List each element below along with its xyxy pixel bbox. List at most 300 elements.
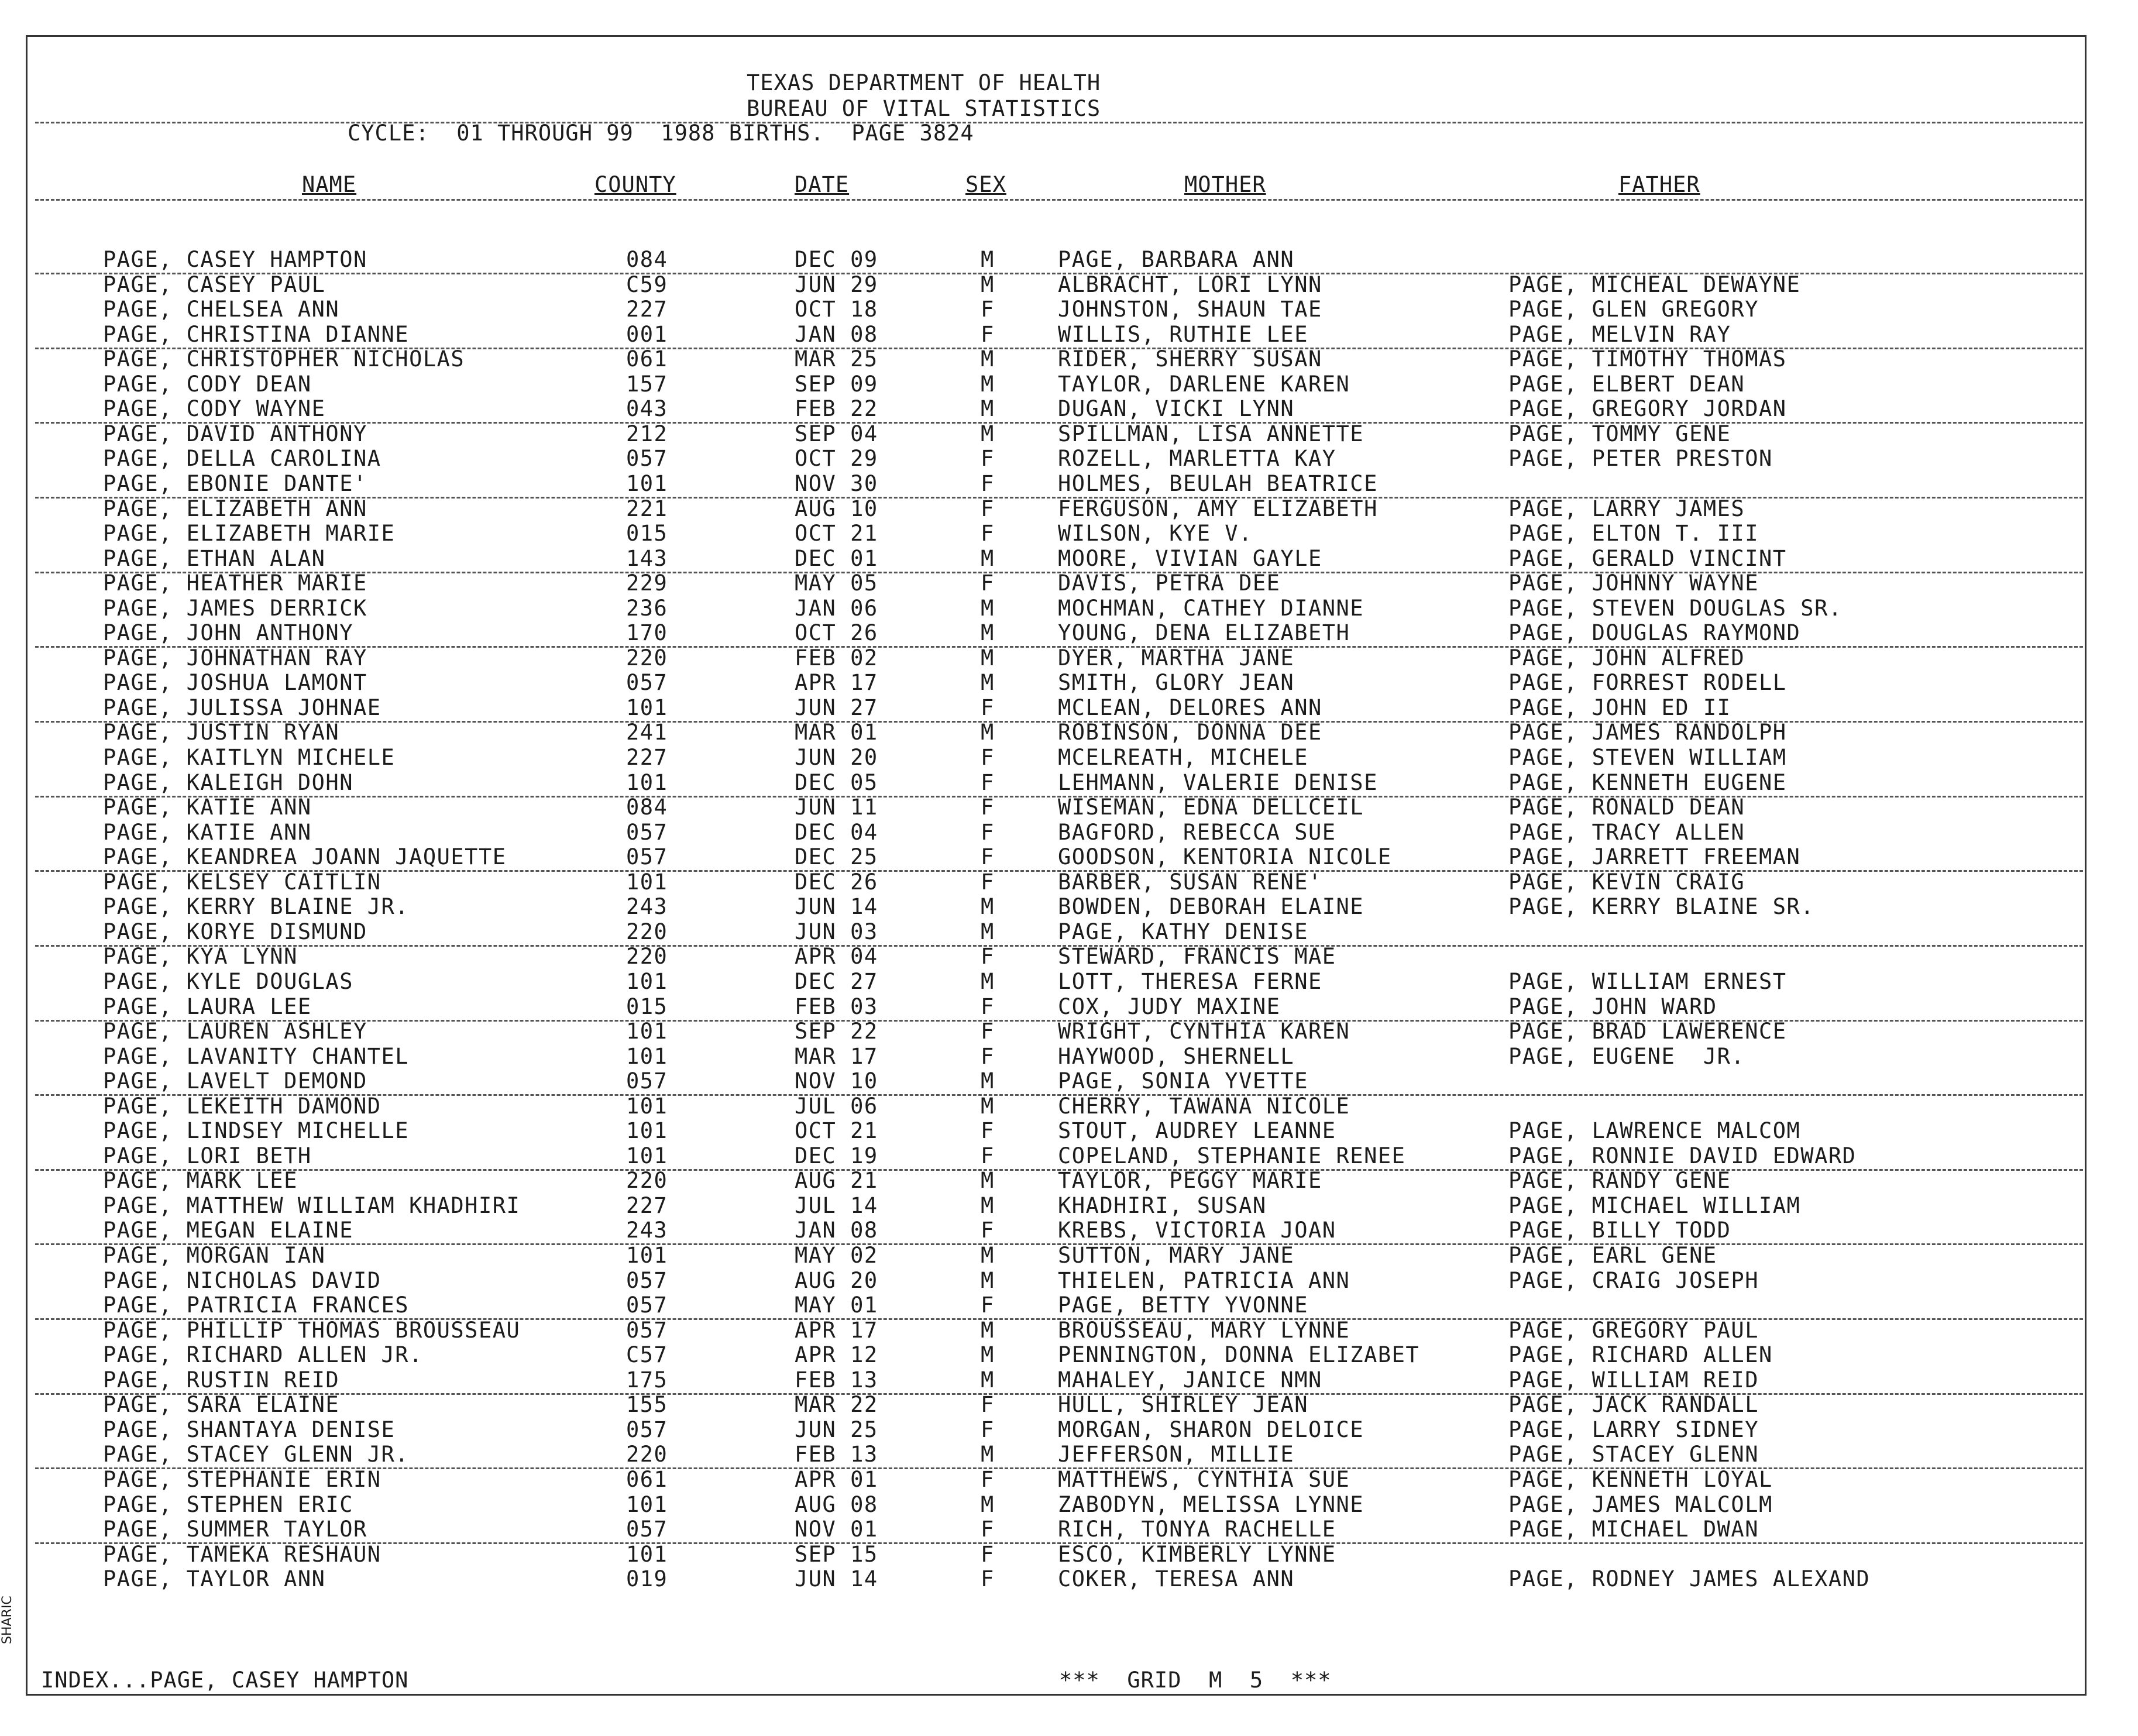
cell-name: PAGE, KYA LYNN — [103, 944, 298, 970]
cell-name: PAGE, LAVANITY CHANTEL — [103, 1043, 410, 1069]
cell-county: 061 — [626, 346, 668, 372]
cell-sex: F — [981, 570, 995, 596]
cell-date: JUN 25 — [795, 1417, 878, 1442]
cell-county: 101 — [626, 1143, 668, 1168]
cell-mother: COKER, TERESA ANN — [1058, 1566, 1295, 1592]
table-row — [0, 298, 2138, 322]
cell-sex: M — [981, 1243, 995, 1268]
cell-date: APR 17 — [795, 670, 878, 696]
cell-name: PAGE, MARK LEE — [103, 1168, 298, 1194]
cell-sex: M — [981, 620, 995, 646]
cell-county: 241 — [626, 720, 668, 745]
cell-county: 084 — [626, 795, 668, 820]
cell-mother: ESCO, KIMBERLY LYNNE — [1058, 1541, 1336, 1567]
cell-father: PAGE, RICHARD ALLEN — [1508, 1342, 1773, 1368]
cell-mother: MATTHEWS, CYNTHIA SUE — [1058, 1466, 1350, 1492]
cell-mother: DUGAN, VICKI LYNN — [1058, 396, 1295, 422]
cell-date: APR 01 — [795, 1466, 878, 1492]
cell-sex: M — [981, 346, 995, 372]
cell-county: 157 — [626, 371, 668, 397]
table-row — [0, 422, 2138, 447]
cell-sex: M — [981, 720, 995, 745]
cell-sex: M — [981, 1367, 995, 1393]
cell-date: JAN 08 — [795, 1218, 878, 1243]
cell-sex: F — [981, 944, 995, 970]
cell-sex: M — [981, 247, 995, 272]
cell-county: 227 — [626, 1192, 668, 1218]
cell-date: JUN 14 — [795, 1566, 878, 1592]
cell-county: 057 — [626, 670, 668, 696]
cell-date: AUG 21 — [795, 1168, 878, 1194]
cell-name: PAGE, KEANDREA JOANN JAQUETTE — [103, 844, 507, 870]
table-row — [0, 1119, 2138, 1144]
table-row — [0, 871, 2138, 895]
cell-mother: JEFFERSON, MILLIE — [1058, 1442, 1295, 1467]
header-agency: TEXAS DEPARTMENT OF HEALTH — [747, 70, 1101, 95]
cell-mother: SMITH, GLORY JEAN — [1058, 670, 1295, 696]
table-row — [0, 1567, 2138, 1592]
cell-name: PAGE, LEKEITH DAMOND — [103, 1093, 381, 1119]
cell-father: PAGE, KEVIN CRAIG — [1508, 869, 1745, 895]
cell-date: APR 12 — [795, 1342, 878, 1368]
table-row — [0, 621, 2138, 646]
cell-mother: CHERRY, TAWANA NICOLE — [1058, 1093, 1350, 1119]
cell-father: PAGE, STACEY GLENN — [1508, 1442, 1759, 1467]
cell-mother: MAHALEY, JANICE NMN — [1058, 1367, 1322, 1393]
cell-mother: LEHMANN, VALERIE DENISE — [1058, 769, 1378, 795]
table-row — [0, 796, 2138, 820]
cell-name: PAGE, LORI BETH — [103, 1143, 312, 1168]
table-row — [0, 1194, 2138, 1219]
cell-sex: M — [981, 670, 995, 696]
cell-mother: THIELEN, PATRICIA ANN — [1058, 1267, 1350, 1293]
cell-name: PAGE, CASEY HAMPTON — [103, 247, 367, 272]
cell-mother: HOLMES, BEULAH BEATRICE — [1058, 470, 1378, 496]
cell-father: PAGE, EUGENE JR. — [1508, 1043, 1745, 1069]
cell-father: PAGE, LARRY JAMES — [1508, 496, 1745, 521]
cell-date: OCT 21 — [795, 1118, 878, 1144]
cell-sex: F — [981, 1392, 995, 1418]
cell-mother: FERGUSON, AMY ELIZABETH — [1058, 496, 1378, 521]
cell-father: PAGE, EARL GENE — [1508, 1243, 1717, 1268]
cell-name: PAGE, NICHOLAS DAVID — [103, 1267, 381, 1293]
cell-name: PAGE, CHELSEA ANN — [103, 297, 340, 322]
cell-county: 101 — [626, 1019, 668, 1044]
cell-father: PAGE, LARRY SIDNEY — [1508, 1417, 1759, 1442]
cell-father: PAGE, TOMMY GENE — [1508, 421, 1731, 446]
cell-date: MAY 02 — [795, 1243, 878, 1268]
cell-date: MAR 01 — [795, 720, 878, 745]
table-row — [0, 1543, 2138, 1567]
cell-sex: F — [981, 1218, 995, 1243]
cell-sex: F — [981, 1541, 995, 1567]
cell-mother: GOODSON, KENTORIA NICOLE — [1058, 844, 1392, 870]
cell-father: PAGE, TRACY ALLEN — [1508, 819, 1745, 845]
cell-mother: MORGAN, SHARON DELOICE — [1058, 1417, 1364, 1442]
cell-sex: M — [981, 919, 995, 944]
cell-mother: MCELREATH, MICHELE — [1058, 745, 1308, 770]
cell-date: JUN 20 — [795, 745, 878, 770]
cell-sex: F — [981, 1466, 995, 1492]
cell-county: 212 — [626, 421, 668, 446]
cell-mother: RIDER, SHERRY SUSAN — [1058, 346, 1322, 372]
cell-county: 101 — [626, 869, 668, 895]
cell-mother: STOUT, AUDREY LEANNE — [1058, 1118, 1336, 1144]
cell-date: FEB 03 — [795, 994, 878, 1019]
cell-name: PAGE, CASEY PAUL — [103, 271, 326, 297]
cell-father: PAGE, KENNETH LOYAL — [1508, 1466, 1773, 1492]
cell-name: PAGE, SHANTAYA DENISE — [103, 1417, 396, 1442]
cell-mother: KHADHIRI, SUSAN — [1058, 1192, 1267, 1218]
column-header-father: FATHER — [1618, 172, 1700, 197]
cell-county: 101 — [626, 1541, 668, 1567]
column-header-mother: MOTHER — [1184, 172, 1266, 197]
cell-sex: M — [981, 1093, 995, 1119]
cell-county: 220 — [626, 1168, 668, 1194]
cell-name: PAGE, TAMEKA RESHAUN — [103, 1541, 381, 1567]
table-row — [0, 522, 2138, 546]
cell-father: PAGE, JOHN WARD — [1508, 994, 1717, 1019]
table-row — [0, 497, 2138, 522]
cell-sex: M — [981, 645, 995, 671]
cell-sex: M — [981, 968, 995, 994]
cell-father: PAGE, CRAIG JOSEPH — [1508, 1267, 1759, 1293]
cell-name: PAGE, RUSTIN REID — [103, 1367, 340, 1393]
cell-father: PAGE, JOHN ALFRED — [1508, 645, 1745, 671]
table-row — [0, 945, 2138, 970]
cell-sex: F — [981, 470, 995, 496]
cell-father: PAGE, JAMES MALCOLM — [1508, 1491, 1773, 1517]
cell-father: PAGE, RANDY GENE — [1508, 1168, 1731, 1194]
cell-father: PAGE, GREGORY PAUL — [1508, 1317, 1759, 1343]
cell-date: NOV 01 — [795, 1517, 878, 1542]
cell-sex: F — [981, 1566, 995, 1592]
cell-father: PAGE, JACK RANDALL — [1508, 1392, 1759, 1418]
table-row — [0, 1443, 2138, 1467]
table-row — [0, 397, 2138, 422]
cell-date: FEB 22 — [795, 396, 878, 422]
cell-father: PAGE, LAWRENCE MALCOM — [1508, 1118, 1801, 1144]
cell-father: PAGE, ELBERT DEAN — [1508, 371, 1745, 397]
cell-date: MAR 22 — [795, 1392, 878, 1418]
cell-date: MAY 01 — [795, 1292, 878, 1318]
cell-date: DEC 19 — [795, 1143, 878, 1168]
cell-date: JUL 14 — [795, 1192, 878, 1218]
cell-sex: F — [981, 994, 995, 1019]
cell-date: SEP 15 — [795, 1541, 878, 1567]
cell-name: PAGE, STEPHANIE ERIN — [103, 1466, 381, 1492]
table-row — [0, 771, 2138, 796]
cell-county: 057 — [626, 446, 668, 472]
cell-father: PAGE, STEVEN WILLIAM — [1508, 745, 1787, 770]
cell-father: PAGE, KENNETH EUGENE — [1508, 769, 1787, 795]
cell-sex: F — [981, 321, 995, 347]
table-row — [0, 647, 2138, 671]
table-row — [0, 1095, 2138, 1119]
cell-name: PAGE, JOSHUA LAMONT — [103, 670, 367, 696]
table-row — [0, 373, 2138, 397]
cell-mother: TAYLOR, DARLENE KAREN — [1058, 371, 1350, 397]
cell-sex: F — [981, 521, 995, 546]
cell-county: 220 — [626, 645, 668, 671]
cell-father: PAGE, TIMOTHY THOMAS — [1508, 346, 1787, 372]
cell-sex: M — [981, 1442, 995, 1467]
cell-mother: ZABODYN, MELISSA LYNNE — [1058, 1491, 1364, 1517]
cell-name: PAGE, ELIZABETH ANN — [103, 496, 367, 521]
cell-sex: M — [981, 1342, 995, 1368]
cell-county: 243 — [626, 894, 668, 920]
table-row — [0, 995, 2138, 1020]
cell-father: PAGE, RONNIE DAVID EDWARD — [1508, 1143, 1857, 1168]
cell-date: JUN 03 — [795, 919, 878, 944]
cell-name: PAGE, KATIE ANN — [103, 819, 312, 845]
cell-sex: F — [981, 1019, 995, 1044]
cell-sex: F — [981, 819, 995, 845]
footer-index: INDEX...PAGE, CASEY HAMPTON — [41, 1668, 409, 1693]
cell-county: 057 — [626, 844, 668, 870]
cell-mother: ALBRACHT, LORI LYNN — [1058, 271, 1322, 297]
cell-name: PAGE, MATTHEW WILLIAM KHADHIRI — [103, 1192, 521, 1218]
table-row — [0, 1169, 2138, 1194]
cell-father: PAGE, MICHEAL DEWAYNE — [1508, 271, 1801, 297]
cell-mother: WISEMAN, EDNA DELLCEIL — [1058, 795, 1364, 820]
cell-county: 015 — [626, 521, 668, 546]
cell-county: 057 — [626, 1267, 668, 1293]
cell-name: PAGE, PHILLIP THOMAS BROUSSEAU — [103, 1317, 521, 1343]
cell-father: PAGE, GLEN GREGORY — [1508, 297, 1759, 322]
cell-name: PAGE, SUMMER TAYLOR — [103, 1517, 367, 1542]
cell-mother: PAGE, SONIA YVETTE — [1058, 1068, 1308, 1094]
table-row — [0, 1144, 2138, 1169]
cell-county: 227 — [626, 745, 668, 770]
cell-father: PAGE, FORREST RODELL — [1508, 670, 1787, 696]
cell-sex: F — [981, 446, 995, 472]
cell-date: FEB 13 — [795, 1442, 878, 1467]
cell-father: PAGE, ELTON T. III — [1508, 521, 1759, 546]
cell-sex: F — [981, 769, 995, 795]
cell-name: PAGE, ELIZABETH MARIE — [103, 521, 396, 546]
table-row — [0, 970, 2138, 995]
cell-sex: M — [981, 271, 995, 297]
cell-sex: F — [981, 1292, 995, 1318]
cell-date: DEC 25 — [795, 844, 878, 870]
cell-date: DEC 09 — [795, 247, 878, 272]
side-mark: SHARIC — [0, 1596, 15, 1644]
cell-mother: YOUNG, DENA ELIZABETH — [1058, 620, 1350, 646]
cell-date: APR 04 — [795, 944, 878, 970]
cell-name: PAGE, JOHNATHAN RAY — [103, 645, 367, 671]
cell-father: PAGE, MICHAEL DWAN — [1508, 1517, 1759, 1542]
cell-county: 015 — [626, 994, 668, 1019]
cell-date: SEP 09 — [795, 371, 878, 397]
table-row — [0, 1269, 2138, 1294]
table-row — [0, 895, 2138, 920]
cell-name: PAGE, DELLA CAROLINA — [103, 446, 381, 472]
table-row — [0, 1468, 2138, 1493]
cell-mother: LOTT, THERESA FERNE — [1058, 968, 1322, 994]
table-row — [0, 1294, 2138, 1318]
cell-mother: KREBS, VICTORIA JOAN — [1058, 1218, 1336, 1243]
column-header-sex: SEX — [965, 172, 1006, 197]
cell-mother: BOWDEN, DEBORAH ELAINE — [1058, 894, 1364, 920]
cell-mother: PAGE, KATHY DENISE — [1058, 919, 1308, 944]
cell-sex: M — [981, 1168, 995, 1194]
cell-father: PAGE, KERRY BLAINE SR. — [1508, 894, 1815, 920]
cell-county: 101 — [626, 1491, 668, 1517]
table-row — [0, 1219, 2138, 1243]
cell-date: JAN 08 — [795, 321, 878, 347]
cell-mother: HAYWOOD, SHERNELL — [1058, 1043, 1295, 1069]
cell-county: 236 — [626, 595, 668, 621]
cell-mother: ROZELL, MARLETTA KAY — [1058, 446, 1336, 472]
cell-date: NOV 30 — [795, 470, 878, 496]
cell-county: 101 — [626, 470, 668, 496]
cell-date: SEP 04 — [795, 421, 878, 446]
cell-mother: SUTTON, MARY JANE — [1058, 1243, 1295, 1268]
cell-county: 084 — [626, 247, 668, 272]
cell-mother: TAYLOR, PEGGY MARIE — [1058, 1168, 1322, 1194]
table-row — [0, 1020, 2138, 1044]
cell-date: DEC 26 — [795, 869, 878, 895]
table-row — [0, 1319, 2138, 1343]
cell-sex: F — [981, 844, 995, 870]
cell-county: 057 — [626, 819, 668, 845]
table-row — [0, 1518, 2138, 1542]
cell-sex: M — [981, 371, 995, 397]
cell-sex: F — [981, 496, 995, 521]
cell-date: MAR 17 — [795, 1043, 878, 1069]
cell-sex: M — [981, 1317, 995, 1343]
cell-county: 101 — [626, 695, 668, 720]
cell-date: JUL 06 — [795, 1093, 878, 1119]
cell-mother: WILSON, KYE V. — [1058, 521, 1253, 546]
cell-county: 057 — [626, 1517, 668, 1542]
cell-name: PAGE, KATIE ANN — [103, 795, 312, 820]
footer-grid: *** GRID M 5 *** — [1059, 1668, 1332, 1693]
cell-mother: WRIGHT, CYNTHIA KAREN — [1058, 1019, 1350, 1044]
cell-name: PAGE, SARA ELAINE — [103, 1392, 340, 1418]
cell-mother: PAGE, BARBARA ANN — [1058, 247, 1295, 272]
cell-mother: COPELAND, STEPHANIE RENEE — [1058, 1143, 1406, 1168]
cell-mother: ROBINSON, DONNA DEE — [1058, 720, 1322, 745]
cell-date: APR 17 — [795, 1317, 878, 1343]
cell-sex: F — [981, 745, 995, 770]
cell-mother: JOHNSTON, SHAUN TAE — [1058, 297, 1322, 322]
cell-father: PAGE, JOHNNY WAYNE — [1508, 570, 1759, 596]
cell-name: PAGE, MORGAN IAN — [103, 1243, 326, 1268]
cell-name: PAGE, JUSTIN RYAN — [103, 720, 340, 745]
cell-mother: WILLIS, RUTHIE LEE — [1058, 321, 1308, 347]
cell-date: AUG 10 — [795, 496, 878, 521]
table-row — [0, 323, 2138, 348]
table-row — [0, 348, 2138, 372]
table-row — [0, 1393, 2138, 1418]
cell-county: 170 — [626, 620, 668, 646]
table-row — [0, 273, 2138, 298]
cell-name: PAGE, CODY WAYNE — [103, 396, 326, 422]
cell-county: 101 — [626, 1243, 668, 1268]
cell-county: 019 — [626, 1566, 668, 1592]
cell-mother: PAGE, BETTY YVONNE — [1058, 1292, 1308, 1318]
cell-county: 243 — [626, 1218, 668, 1243]
cell-name: PAGE, ETHAN ALAN — [103, 545, 326, 571]
cell-father: PAGE, GREGORY JORDAN — [1508, 396, 1787, 422]
cell-name: PAGE, LINDSEY MICHELLE — [103, 1118, 410, 1144]
cell-father: PAGE, MICHAEL WILLIAM — [1508, 1192, 1801, 1218]
cell-mother: BROUSSEAU, MARY LYNNE — [1058, 1317, 1350, 1343]
cell-mother: STEWARD, FRANCIS MAE — [1058, 944, 1336, 970]
column-header-county: COUNTY — [594, 172, 676, 197]
cell-name: PAGE, STACEY GLENN JR. — [103, 1442, 410, 1467]
cell-date: FEB 13 — [795, 1367, 878, 1393]
cell-date: DEC 01 — [795, 545, 878, 571]
cell-county: 057 — [626, 1417, 668, 1442]
cell-county: 220 — [626, 1442, 668, 1467]
cell-sex: F — [981, 869, 995, 895]
cell-county: 220 — [626, 919, 668, 944]
cell-date: SEP 22 — [795, 1019, 878, 1044]
cell-sex: M — [981, 595, 995, 621]
cell-father: PAGE, JOHN ED II — [1508, 695, 1731, 720]
table-row — [0, 821, 2138, 845]
cell-father: PAGE, PETER PRESTON — [1508, 446, 1773, 472]
cell-date: DEC 04 — [795, 819, 878, 845]
cell-sex: F — [981, 1517, 995, 1542]
cell-father: PAGE, STEVEN DOUGLAS SR. — [1508, 595, 1843, 621]
table-row — [0, 920, 2138, 945]
cell-mother: BAGFORD, REBECCA SUE — [1058, 819, 1336, 845]
table-row — [0, 447, 2138, 472]
cell-date: FEB 02 — [795, 645, 878, 671]
column-header-name: NAME — [302, 172, 357, 197]
cell-name: PAGE, PATRICIA FRANCES — [103, 1292, 410, 1318]
cell-date: JUN 14 — [795, 894, 878, 920]
cell-name: PAGE, CHRISTINA DIANNE — [103, 321, 410, 347]
cell-father: PAGE, JAMES RANDOLPH — [1508, 720, 1787, 745]
cell-county: C59 — [626, 271, 668, 297]
column-header-date: DATE — [795, 172, 850, 197]
cell-father: PAGE, BRAD LAWERENCE — [1508, 1019, 1787, 1044]
cell-name: PAGE, DAVID ANTHONY — [103, 421, 367, 446]
table-row — [0, 1418, 2138, 1443]
cell-father: PAGE, WILLIAM REID — [1508, 1367, 1759, 1393]
table-row — [0, 1244, 2138, 1269]
cell-county: 155 — [626, 1392, 668, 1418]
cell-county: 001 — [626, 321, 668, 347]
table-row — [0, 1493, 2138, 1518]
cell-name: PAGE, LAURA LEE — [103, 994, 312, 1019]
cell-father: PAGE, WILLIAM ERNEST — [1508, 968, 1787, 994]
table-row — [0, 845, 2138, 870]
cell-father: PAGE, RODNEY JAMES ALEXAND — [1508, 1566, 1871, 1592]
cell-date: OCT 26 — [795, 620, 878, 646]
cell-county: 143 — [626, 545, 668, 571]
cell-date: OCT 18 — [795, 297, 878, 322]
cell-sex: M — [981, 1192, 995, 1218]
cell-sex: M — [981, 1068, 995, 1094]
table-row — [0, 1070, 2138, 1094]
table-row — [0, 472, 2138, 497]
cell-name: PAGE, KERRY BLAINE JR. — [103, 894, 410, 920]
cell-date: MAR 25 — [795, 346, 878, 372]
cell-sex: M — [981, 396, 995, 422]
cell-mother: MOORE, VIVIAN GAYLE — [1058, 545, 1322, 571]
table-row — [0, 248, 2138, 273]
cell-name: PAGE, LAVELT DEMOND — [103, 1068, 367, 1094]
cell-father: PAGE, GERALD VINCINT — [1508, 545, 1787, 571]
table-row — [0, 597, 2138, 621]
cell-county: 101 — [626, 1093, 668, 1119]
